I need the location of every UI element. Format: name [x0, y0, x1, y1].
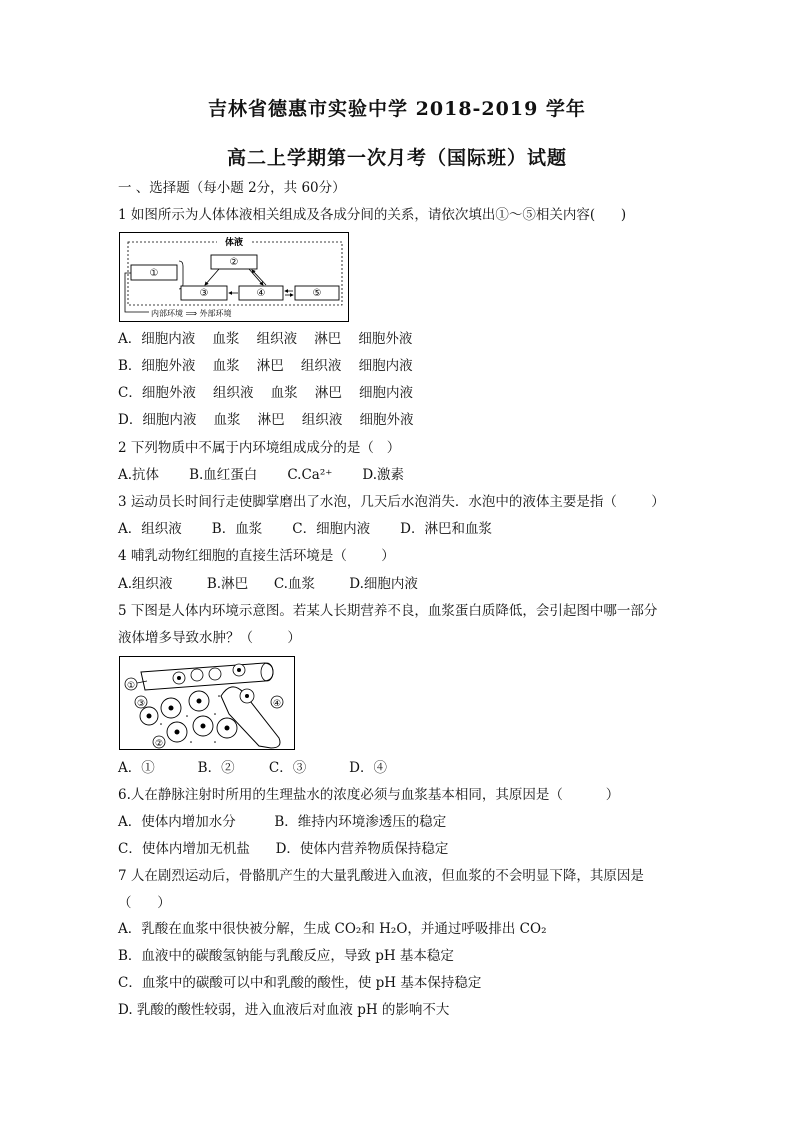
q1-option-a: A．细胞内液 血浆 组织液 淋巴 细胞外液: [118, 331, 413, 347]
q7-option-b: B．血液中的碳酸氢钠能与乳酸反应，导致 pH 基本稳定: [118, 948, 454, 964]
q5-options: A．① B．② C．③ D．④: [118, 760, 387, 776]
svg-text:③: ③: [199, 288, 209, 299]
q7-stem-line1: 7 人在剧烈运动后，骨骼肌产生的大量乳酸进入血液，但血浆的不会明显下降，其原因是: [118, 868, 644, 884]
exam-title-line1: 吉林省德惠市实验中学 2018-2019 学年: [208, 98, 586, 120]
q4-stem: 4 哺乳动物红细胞的直接生活环境是（ ）: [118, 548, 395, 564]
q5-stem-line1: 5 下图是人体内环境示意图。若某人长期营养不良，血浆蛋白质降低，会引起图中哪一部分: [118, 603, 658, 619]
q7-option-a: A．乳酸在血浆中很快被分解，生成 CO₂和 H₂O，并通过呼吸排出 CO₂: [118, 921, 547, 937]
q3-options: A．组织液 B．血浆 C．细胞内液 D．淋巴和血浆: [118, 521, 492, 537]
label-4: ④: [272, 699, 282, 709]
q5-diagram: [119, 656, 295, 750]
svg-text:①: ①: [149, 268, 159, 279]
exam-title-line2: 高二上学期第一次月考（国际班）试题: [226, 147, 567, 169]
q6-options-line2: C．使体内增加无机盐 D．使体内营养物质保持稳定: [118, 841, 449, 857]
q1-option-b: B．细胞外液 血浆 淋巴 组织液 细胞内液: [118, 358, 413, 374]
q2-stem: 2 下列物质中不属于内环境组成成分的是（ ）: [118, 440, 401, 456]
section-heading: 一 、选择题（每小题 2分，共 60分）: [118, 180, 346, 196]
q2-options: A.抗体 B.血红蛋白 C.Ca²⁺ D.激素: [118, 467, 405, 483]
q7-stem-line2: （ ）: [118, 895, 171, 911]
q1-diagram: [119, 232, 349, 322]
q4-options: A.组织液 B.淋巴 C.血浆 D.细胞内液: [118, 576, 418, 592]
q7-option-d: D. 乳酸的酸性较弱，进入血液后对血液 pH 的影响不大: [118, 1002, 450, 1018]
q1-stem: 1 如图所示为人体体液相关组成及各成分间的关系，请依次填出①～⑤相关内容( ): [118, 207, 627, 223]
svg-text:④: ④: [256, 288, 266, 299]
label-3: ③: [136, 699, 146, 709]
svg-text:⑤: ⑤: [312, 288, 322, 299]
q5-stem-line2: 液体增多导致水肿？（ ）: [118, 630, 301, 646]
q1-option-c: C．细胞外液 组织液 血浆 淋巴 细胞内液: [118, 385, 413, 401]
label-1: ①: [126, 681, 136, 691]
q1-option-d: D．细胞内液 血浆 淋巴 组织液 细胞外液: [118, 412, 414, 428]
label-2: ②: [154, 739, 164, 749]
environment-label: 内部环境 ⟹ 外部环境: [151, 309, 232, 318]
body-fluid-label: 体液: [224, 238, 244, 248]
svg-text:②: ②: [229, 257, 239, 268]
q3-stem: 3 运动员长时间行走使脚掌磨出了水泡，几天后水泡消失．水泡中的液体主要是指（ ）: [118, 494, 665, 510]
q7-option-c: C．血浆中的碳酸可以中和乳酸的酸性，使 pH 基本保持稳定: [118, 975, 482, 991]
q6-stem: 6.人在静脉注射时所用的生理盐水的浓度必须与血浆基本相同，其原因是（ ）: [118, 787, 620, 803]
q6-options-line1: A．使体内增加水分 B．维持内环境渗透压的稳定: [118, 814, 447, 830]
